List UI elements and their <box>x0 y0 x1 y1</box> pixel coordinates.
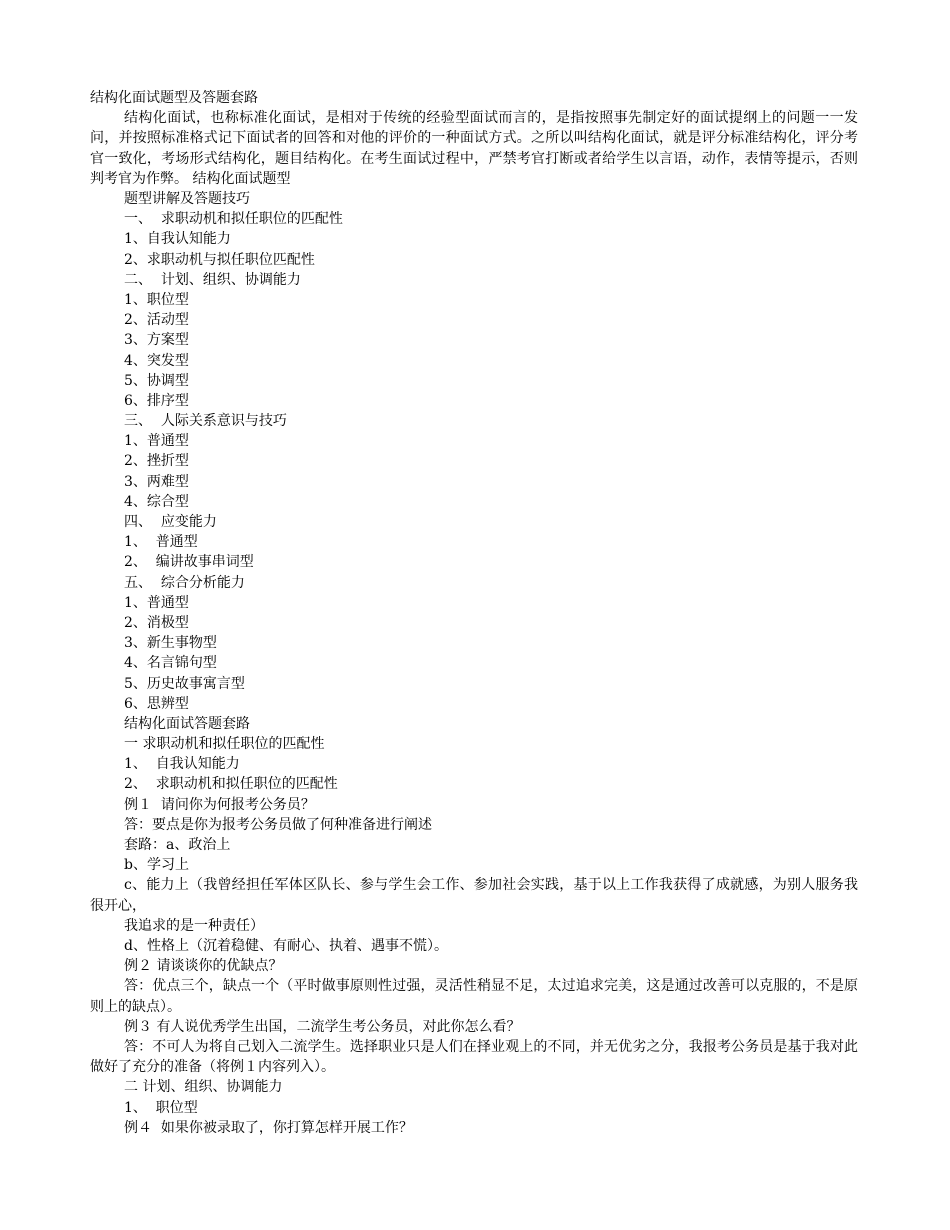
text-line: 四、 应变能力 <box>124 514 217 530</box>
paragraph-c: c、能力上（我曾经担任军体区队长、参与学生会工作、参加社会实践，基于以上工作我获得了成就感，为别人服务我很开心， <box>90 877 858 914</box>
text-line: 例２ 请谈谈你的优缺点？ <box>124 958 283 975</box>
text-line: 3、新生事物型 <box>124 635 217 652</box>
text-line: 4、突发型 <box>124 352 189 369</box>
text-line: 结构化面试答题套路 <box>124 715 250 732</box>
text-line: 3、方案型 <box>124 332 189 349</box>
text-line: 2、挫折型 <box>124 453 189 470</box>
answer-2-paragraph: 答：优点三个，缺点一个（平时做事原则性过强，灵活性稍显不足，太过追求完美，这是通过改善可以克服的，不是原则上的缺点）。 <box>90 978 858 1015</box>
text-line: 答：要点是你为报考公务员做了何种准备进行阐述 <box>124 816 432 833</box>
intro-paragraph: 结构化面试，也称标准化面试，是相对于传统的经验型面试而言的，是指按照事先制定好的面试提纲上的问题一一发问，并按照标准格式记下面试者的回答和对他的评价的一种面试方式。之所以叫结构化面试，就是评分标准结构化，评分考官一致化，考场形式结构化，题目结构化。在考生面试过程中，严禁考官打断或者给学生以言语，动作，表情等提示，否则判考官为作弊。 结构化面试题型 <box>90 110 858 187</box>
text-line: 三、 人际关系意识与技巧 <box>124 413 287 430</box>
text-line: 1、普通型 <box>124 433 189 450</box>
document-body <box>90 88 858 1138</box>
text-line: 例１ 请问你为何报考公务员？ <box>124 796 315 813</box>
text-line: 4、名言锦句型 <box>124 655 217 672</box>
text-line: 一 求职动机和拟任职位的匹配性 <box>124 736 325 753</box>
text-line: 2、求职动机与拟任职位匹配性 <box>124 251 315 268</box>
text-line: 2、 求职动机和拟任职位的匹配性 <box>124 776 338 793</box>
text-line: 1、 自我认知能力 <box>124 756 240 773</box>
text-line: 1、自我认知能力 <box>124 231 231 248</box>
text-line: 套路：a、政治上 <box>124 837 231 853</box>
text-line: 3、两难型 <box>124 473 189 490</box>
text-line: 1、 普通型 <box>124 534 198 551</box>
text-line: 6、排序型 <box>124 392 189 409</box>
answer-3-paragraph: 答：不可人为将自己划入二流学生。选择职业只是人们在择业观上的不同，并无优劣之分，我报考公务员是基于我对此做好了充分的准备（将例１内容列入）。 <box>90 1038 858 1076</box>
text-line: 5、协调型 <box>124 372 189 389</box>
text-line: 2、消极型 <box>124 614 189 631</box>
text-line: 例３ 有人说优秀学生出国，二流学生考公务员，对此你怎么看？ <box>124 1018 521 1035</box>
text-line: b、学习上 <box>124 857 189 874</box>
text-line: 二、 计划、组织、协调能力 <box>124 271 301 288</box>
text-line: 5、历史故事寓言型 <box>124 675 245 692</box>
text-line: 6、思辨型 <box>124 695 189 712</box>
text-line: 2、 编讲故事串词型 <box>124 554 254 571</box>
text-line: 4、综合型 <box>124 493 189 510</box>
doc-title: 结构化面试题型及答题套路 <box>90 90 258 106</box>
text-line: 1、 职位型 <box>124 1099 198 1116</box>
text-line: 1、普通型 <box>124 594 189 611</box>
text-line: 五、 综合分析能力 <box>124 574 245 591</box>
text-line: 例４ 如果你被录取了，你打算怎样开展工作？ <box>124 1119 413 1136</box>
text-line: 二 计划、组织、协调能力 <box>124 1079 283 1096</box>
text-line: d、性格上（沉着稳健、有耐心、执着、遇事不慌）。 <box>124 937 448 954</box>
text-line: 我追求的是一种责任） <box>124 917 264 934</box>
text-line: 1、职位型 <box>124 291 189 308</box>
text-line: 2、活动型 <box>124 312 189 329</box>
text-line: 题型讲解及答题技巧 <box>124 191 250 207</box>
text-line: 一、 求职动机和拟任职位的匹配性 <box>124 211 343 228</box>
